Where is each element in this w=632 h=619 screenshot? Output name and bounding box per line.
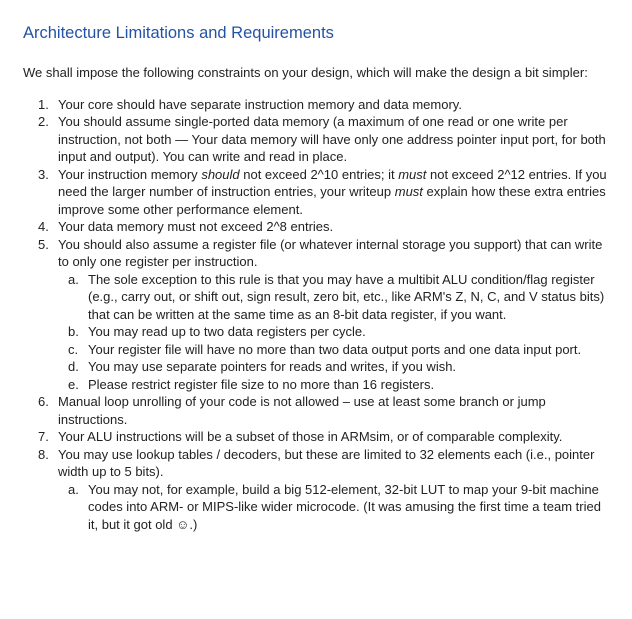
sub-item-letter: e. (68, 376, 79, 392)
text-segment: Manual loop unrolling of your code is not allowed – use at least some branch or jump instructions. (58, 394, 546, 427)
sub-list-item (68, 271, 614, 324)
item-text (58, 393, 610, 428)
list-item (38, 113, 614, 166)
text-segment: Your data memory must not exceed 2^8 entries. (58, 219, 334, 234)
item-text (58, 446, 610, 481)
sub-item-letter: d. (68, 359, 79, 374)
sub-item-text (88, 358, 456, 376)
sub-list-item (68, 341, 614, 359)
text-segment: You may use lookup tables / decoders, but these are limited to 32 elements each (i.e., pointer width up to 5 bits). (58, 446, 595, 479)
emphasis-text: must (398, 166, 427, 182)
text-segment: You may use separate pointers for reads and writes, if you wish. (88, 359, 457, 374)
item-number: 8. (38, 446, 49, 462)
emphasis-text: should (201, 166, 240, 182)
sub-item-text (88, 271, 608, 324)
text-segment: not exceed 2^10 entries; it (239, 166, 399, 182)
sub-item-letter: b. (68, 324, 79, 339)
sub-item-text (88, 481, 608, 534)
list-item (38, 236, 614, 271)
text-segment: Your register file will have no more than two data output ports and one data input port. (88, 341, 582, 357)
sub-list-item (68, 481, 614, 534)
emphasis-text: must (394, 184, 423, 199)
sub-item-letter: a. (68, 481, 79, 497)
text-segment: You may not, for example, build a big 512-element, 32-bit LUT to map your 9-bit machine codes into ARM- or MIPS-like wider microcode. (It was amusing the first time a team tried it, but it got old ☺.) (88, 481, 601, 532)
sub-item-text (88, 341, 581, 359)
text-segment: Your instruction memory (58, 166, 202, 182)
item-number: 5. (38, 236, 49, 252)
text-segment: Your core should have separate instruction memory and data memory. (58, 96, 462, 112)
item-number: 7. (38, 429, 49, 444)
text-segment: You should assume single-ported data memory (a maximum of one read or one write per instruction, not both — Your data memory will have only one address pointer input port, for both input and output). You can write and read in place. (58, 114, 606, 164)
sub-item-text (88, 323, 366, 341)
text-segment: explain how these extra entries improve some other performance element. (58, 184, 606, 217)
list-item (38, 166, 614, 219)
sub-list-item (68, 323, 614, 341)
item-text (58, 96, 462, 114)
item-number: 4. (38, 219, 49, 234)
text-segment: Please restrict register file size to no more than 16 registers. (88, 376, 435, 392)
item-number: 6. (38, 394, 49, 409)
item-text (58, 166, 610, 219)
item-text (58, 236, 610, 271)
constraints-list (23, 96, 614, 534)
sub-item-letter: a. (68, 271, 79, 287)
list-item (38, 218, 614, 236)
text-segment: Your ALU instructions will be a subset of those in ARMsim, or of comparable complexity. (58, 429, 563, 444)
text-segment: not exceed 2^12 entries. If you need the larger number of instruction entries, your writeup (58, 166, 607, 199)
text-segment: You may read up to two data registers per cycle. (88, 324, 366, 339)
sub-list-item (68, 358, 614, 376)
item-text (58, 218, 333, 236)
item-number: 3. (38, 166, 49, 182)
item-text (58, 428, 562, 446)
text-segment: The sole exception to this rule is that you may have a multibit ALU condition/flag register (e.g., carry out, or shift out, sign result, zero bit, etc., like ARM's Z, N, C, and V status bits) that can be written at the same time as an 8-bit data register, if you want. (88, 271, 605, 322)
sub-list-item (68, 376, 614, 394)
intro-paragraph: We shall impose the following constraints on your design, which will make the design a bit simpler: (23, 65, 588, 80)
list-item (38, 446, 614, 481)
list-item (38, 393, 614, 428)
list-item (38, 96, 614, 114)
page-title: Architecture Limitations and Requirements (23, 24, 334, 42)
item-number: 2. (38, 114, 49, 129)
list-item (38, 428, 614, 446)
text-segment: You should also assume a register file (or whatever internal storage you support) that can write to only one register per instruction. (58, 236, 603, 269)
item-text (58, 113, 610, 166)
sub-item-letter: c. (68, 341, 79, 357)
sub-item-text (88, 376, 434, 394)
item-number: 1. (38, 96, 49, 112)
